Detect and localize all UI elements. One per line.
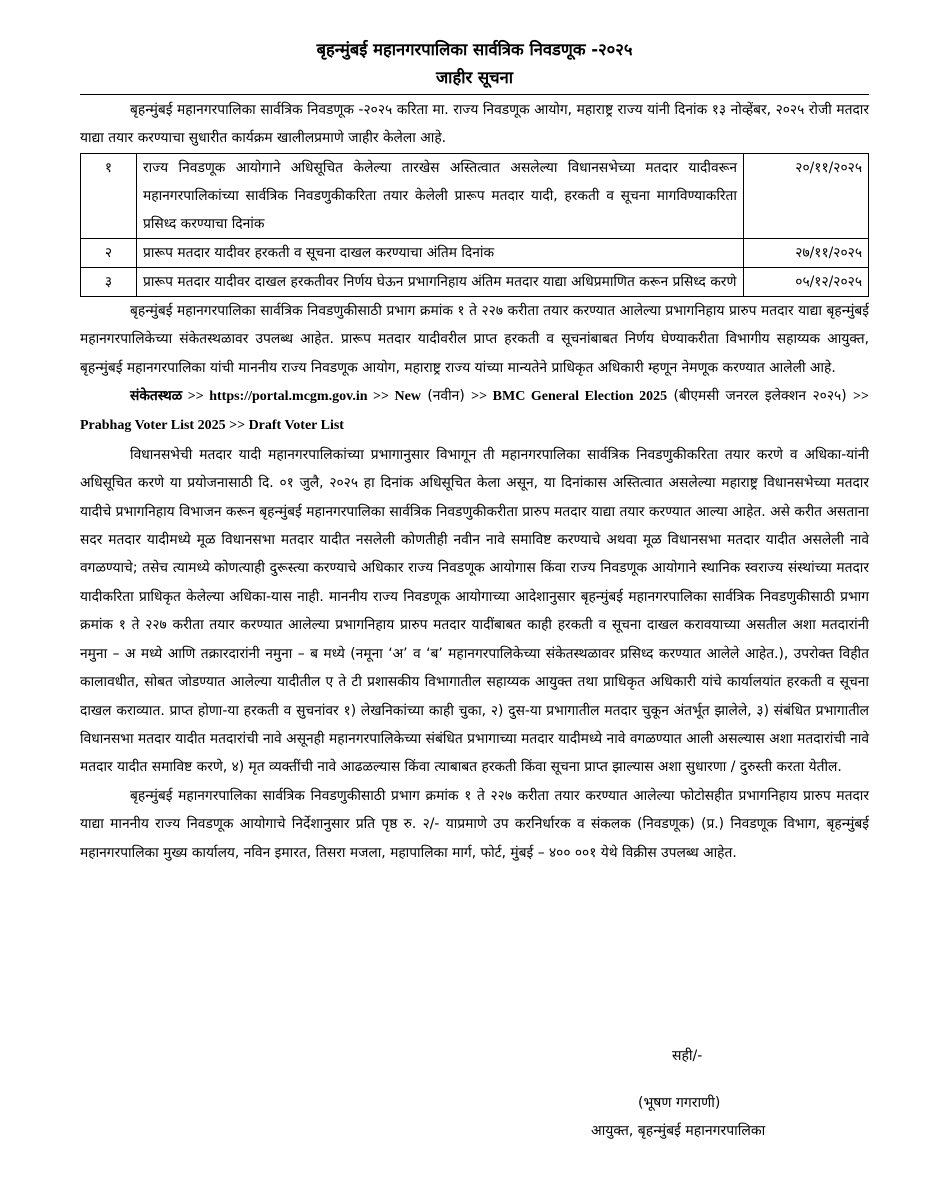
schedule-table [80,153,869,297]
row-description: प्रारूप मतदार यादीवर हरकती व सूचना दाखल करण्याचा अंतिम दिनांक [137,238,744,267]
website-path [80,382,869,441]
intro-paragraph: बृहन्मुंबई महानगरपालिका सार्वत्रिक निवडणूक -२०२५ करिता मा. राज्य निवडणूक आयोग, महाराष्ट्र राज्य यांनी दिनांक १३ नोव्हेंबर, २०२५ रोजी मतदार याद्या तयार करण्याचा सुधारीत कार्यक्रम खालीलप्रमाणे जाहीर केलेला आहे. [80,94,869,153]
path-separator: >> [471,389,493,405]
row-number: ३ [81,267,137,296]
new-link[interactable]: New [394,389,421,405]
sales-paragraph: बृहन्मुंबई महानगरपालिका सार्वत्रिक निवडणुकीसाठी प्रभाग क्रमांक १ ते २२७ करीता तयार करण्यात आलेल्या फोटोसहीत प्रभागनिहाय प्रारुप मतदार याद्या माननीय राज्य निवडणूक आयोगाचे निर्देशानुसार प्रति पृष्ठ रु. २/- याप्रमाणे उप करनिर्धारक व संकलक (निवडणूक) (प्र.) निवडणूक विभाग, बृहन्मुंबई महानगरपालिका मुख्य कार्यालय, नविन इमारत, तिसरा मजला, महापालिका मार्ग, फोर्ट, मुंबई – ४०० ००१ येथे विक्रीस उपलब्ध आहेत. [80,787,869,861]
table-row [81,153,869,238]
website-info-paragraph: बृहन्मुंबई महानगरपालिका सार्वत्रिक निवडणुकीसाठी प्रभाग क्रमांक १ ते २२७ करीता तयार करण्यात आलेल्या प्रभागनिहाय प्रारुप मतदार याद्या बृहन्मुंबई महानगरपालिकेच्या संकेतस्थळावर उपलब्ध आहेत. प्रारूप मतदार यादीवरील प्राप्त हरकती व सूचनांबाबत निर्णय घेण्याकरीता विभागीय सहाय्यक आयुक्त, बृहन्मुंबई महानगरपालिका यांची माननीय राज्य निवडणूक आयोग, महाराष्ट्र राज्य यांच्या मान्यतेने प्राधिकृत अधिकारी म्हणून नेमणूक करण्यात आलेली आहे. [80,302,869,376]
election-label-marathi: (बीएमसी जनरल इलेक्शन २०२५) [667,388,854,405]
row-date: २७/११/२०२५ [744,238,869,267]
path-separator: >> [367,389,395,405]
notice-title: बृहन्मुंबई महानगरपालिका सार्वत्रिक निवडणूक -२०२५ [316,40,633,59]
website-url-link[interactable]: https://portal.mcgm.gov.in [209,389,368,405]
objections-paragraph: विधानसभेची मतदार यादी महानगरपालिकांच्या प्रभागानुसार विभागून ती महानगरपालिका सार्वत्रिक निवडणुकीकरिता तयार करणे व अधिका-यांनी अधिसूचित करणे या प्रयोजनासाठी दि. ०१ जुलै, २०२५ हा दिनांक अधिसूचित केला असून, या दिनांकास अस्तित्वात असलेल्या महाराष्ट्र विधानसभेच्या मतदार यादीचे प्रभागनिहाय विभाजन करून बृहन्मुंबई महानगरपालिका सार्वत्रिक निवडणुकीकरीता प्रारुप मतदार याद्या तयार करण्यात आल्या आहेत. असे करीत असताना सदर मतदार यादीमध्ये मूळ विधानसभा मतदार यादीत नसलेली कोणतीही नवीन नावे समाविष्ट करण्याचे अथवा मूळ विधानसभा मतदार यादीत असलेली नावे वगळण्याचे; तसेच त्यामध्ये कोणत्याही दुरूस्त्या करण्याचे अधिकार राज्य निवडणूक आयोगास किंवा राज्य निवडणूक आयोगाने स्थानिक स्वराज्य संस्थांच्या मतदार यादीकरिता प्राधिकृत केलेल्या अधिका-यास नाही. माननीय राज्य निवडणूक आयोगाच्या आदेशानुसार बृहन्मुंबई महानगरपालिका सार्वत्रिक निवडणुकीसाठी प्रभाग क्रमांक १ ते २२७ करीता तयार करण्यात आलेल्या प्रभागनिहाय प्रारुप मतदार यादींबाबत काही हरकती व सूचना दाखल करावयाच्या असतील अशा मतदारांनी नमुना – अ मध्ये आणि तक्रारदारांनी नमुना – ब मध्ये (नमूना ‘अ’ व ‘ब’ महानगरपालिकेच्या संकेतस्थळावर प्रसिध्द करण्यात आलेले आहेत.), उपरोक्त विहीत कालावधीत, सोबत जोडण्यात आलेल्या यादीतील ए ते टी प्रशासकीय विभागातील सहाय्यक आयुक्त तथा प्राधिकृत अधिकारी यांचे कार्यालयांत हरकती व सूचना दाखल कराव्यात. प्राप्त होणा-या हरकती व सुचनांवर १) लेखनिकांच्या काही चुका, २) दुस-या प्रभागातील मतदार चुकून अंतर्भूत झालेले, ३) संबंधित प्रभागातील विधानसभा मतदार यादीत मतदारांची नावे असूनही महानगरपालिकेच्या संबंधित प्रभागाच्या मतदार यादीमध्ये नावे वगळण्यात आली असल्यास अशा मतदारांची नावे मतदार यादीत समाविष्ट करणे, ४) मृत व्यक्तींची नावे आढळल्यास किंवा त्याबाबत हरकती किंवा सूचना प्राप्त झाल्यास अशा सुधारणा / दुरुस्ती करता येतील. [80,446,869,776]
signatory-name: (भूषण गगराणी) [638,1095,721,1111]
signatory-designation: आयुक्त, बृहन्मुंबई महानगरपालिका [591,1123,766,1139]
row-number: २ [81,238,137,267]
notice-subtitle: जाहीर सूचना [435,68,514,87]
row-number: १ [81,153,137,238]
new-label-marathi: (नवीन) [420,388,472,405]
website-label: संकेतस्थळ [130,388,183,405]
table-row [81,267,869,296]
path-separator: >> [853,389,869,405]
row-description: राज्य निवडणूक आयोगाने अधिसूचित केलेल्या तारखेस अस्तित्वात असलेल्या विधानसभेच्या मतदार यादीवरून महानगरपालिकांच्या सार्वत्रिक निवडणुकीकरिता तयार केलेली प्रारूप मतदार यादी, हरकती व सूचना मागविण्याकरिता प्रसिध्द करण्याचा दिनांक [137,153,744,238]
election-link[interactable]: BMC General Election 2025 [492,389,668,405]
draft-voter-list-link[interactable]: Draft Voter List [248,418,344,434]
path-separator: >> [182,389,210,405]
row-date: ०५/१२/२०२५ [744,267,869,296]
signature-mark: सही/- [672,1048,703,1064]
row-date: २०/११/२०२५ [744,153,869,238]
table-row [81,238,869,267]
voter-list-link[interactable]: Prabhag Voter List 2025 [80,418,226,434]
row-description: प्रारूप मतदार यादीवर दाखल हरकतीवर निर्णय घेऊन प्रभागनिहाय अंतिम मतदार याद्या अधिप्रमाणित करून प्रसिध्द करणे [137,267,744,296]
path-separator: >> [225,418,249,434]
